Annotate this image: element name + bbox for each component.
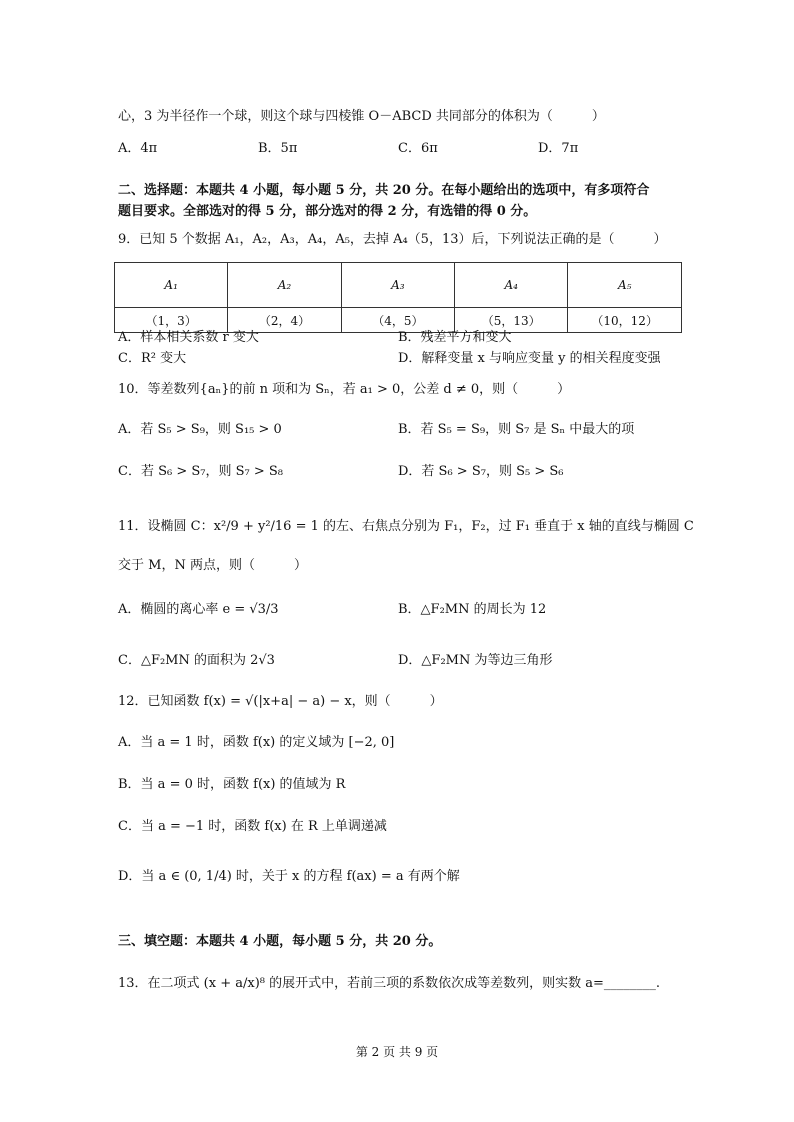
q9-option-a: A．样本相关系数 r 变大	[118, 330, 259, 345]
table-cell: （4，5）	[341, 308, 454, 333]
table-header-cell: A₅	[568, 263, 682, 308]
table-cell: （5，13）	[455, 308, 568, 333]
q11-options-row1	[118, 601, 698, 619]
table-header-row	[115, 263, 682, 308]
q11-option-b: B．△F₂MN 的周长为 12	[398, 602, 547, 617]
q12-option-d: D．当 a ∈ (0, 1/4) 时，关于 x 的方程 f(ax) = a 有两个解	[118, 869, 460, 884]
q12-stem: 12．已知函数 f(x) = √(|x+a| − a) − x，则（ ）	[118, 694, 443, 709]
q9-option-b: B．残差平方和变大	[398, 330, 512, 345]
q9-option-c: C．R² 变大	[118, 351, 187, 366]
q13-stem: 13．在二项式 (x + a/x)⁸ 的展开式中，若前三项的系数依次成等差数列，则实数 a=________.	[118, 976, 661, 991]
table-cell: （10，12）	[568, 308, 682, 333]
table-header-cell: A₃	[341, 263, 454, 308]
table-header-cell: A₄	[455, 263, 568, 308]
q11-options-row2	[118, 652, 698, 670]
table-header-cell: A₂	[228, 263, 341, 308]
q12-option-c: C．当 a = −1 时，函数 f(x) 在 R 上单调递减	[118, 819, 387, 834]
q10-options-row2	[118, 463, 698, 481]
table-header-cell: A₁	[115, 263, 228, 308]
q11-option-d: D．△F₂MN 为等边三角形	[398, 653, 553, 668]
section2-heading-line1: 二、选择题：本题共 4 小题，每小题 5 分，共 20 分。在每小题给出的选项中，有多项符合	[118, 183, 650, 198]
q9-stem: 9．已知 5 个数据 A₁，A₂，A₃，A₄，A₅，去掉 A₄（5，13）后，下列说法正确的是（ ）	[118, 232, 667, 247]
q11-option-a: A．椭圆的离心率 e = √3/3	[118, 602, 279, 617]
q12-option-b: B．当 a = 0 时，函数 f(x) 的值域为 R	[118, 777, 346, 792]
q8-option-c: C．6π	[398, 141, 438, 156]
q10-option-c: C．若 S₆ > S₇，则 S₇ > S₈	[118, 464, 283, 479]
q8-option-b: B．5π	[258, 141, 298, 156]
section3-heading: 三、填空题：本题共 4 小题，每小题 5 分，共 20 分。	[118, 934, 442, 949]
q9-options-row2	[118, 350, 698, 368]
page-footer: 第 2 页 共 9 页	[355, 1045, 439, 1059]
q11-stem-line2: 交于 M，N 两点，则（ ）	[118, 558, 307, 573]
section2-heading-line2: 题目要求。全部选对的得 5 分，部分选对的得 2 分，有选错的得 0 分。	[118, 204, 537, 219]
q9-data-table	[114, 262, 682, 333]
q9-options-row1	[118, 329, 698, 347]
intro-text: 心，3 为半径作一个球，则这个球与四棱锥 O－ABCD 共同部分的体积为（ ）	[118, 109, 605, 124]
q8-options	[118, 140, 678, 158]
q9-option-d: D．解释变量 x 与响应变量 y 的相关程度变强	[398, 351, 661, 366]
table-cell: （1，3）	[115, 308, 228, 333]
q8-option-a: A．4π	[118, 141, 158, 156]
q10-option-b: B．若 S₅ = S₉，则 S₇ 是 Sₙ 中最大的项	[398, 422, 635, 437]
q10-stem: 10．等差数列{aₙ}的前 n 项和为 Sₙ，若 a₁ > 0，公差 d ≠ 0，则（ ）	[118, 382, 571, 397]
q12-option-a: A．当 a = 1 时，函数 f(x) 的定义域为 [−2, 0]	[118, 735, 395, 750]
q10-option-a: A．若 S₅ > S₉，则 S₁₅ > 0	[118, 422, 282, 437]
q11-stem-line1: 11．设椭圆 C：x²/9 + y²/16 = 1 的左、右焦点分别为 F₁，F₂，过 F₁ 垂直于 x 轴的直线与椭圆 C	[118, 519, 694, 534]
q10-option-d: D．若 S₆ > S₇，则 S₅ > S₆	[398, 464, 564, 479]
table-cell: （2，4）	[228, 308, 341, 333]
q10-options-row1	[118, 421, 698, 439]
q11-option-c: C．△F₂MN 的面积为 2√3	[118, 653, 275, 668]
q8-option-d: D．7π	[538, 141, 579, 156]
